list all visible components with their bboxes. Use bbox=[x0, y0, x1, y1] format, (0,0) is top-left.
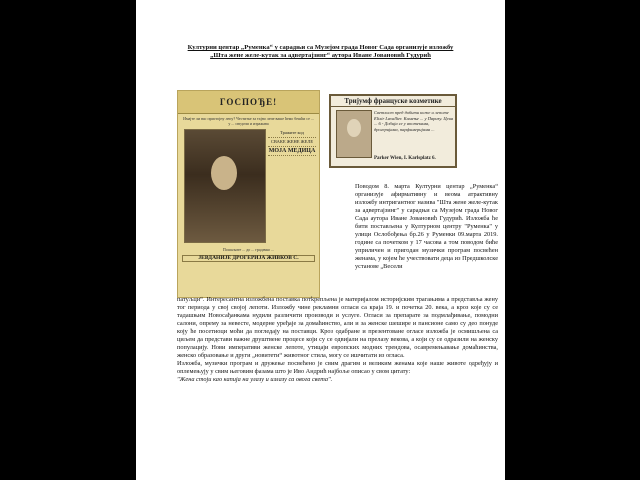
vintage-advertisement-right bbox=[329, 94, 457, 168]
ad-left-subtitle: Имајте ли вас пристојну лепу? Честитке за тајно лепе ваше ћемо бешћи се ... у ... сведочи и изражава bbox=[183, 116, 314, 126]
ad-right-footer: Parker Wien, I. Karlsplatz 6. bbox=[374, 156, 436, 161]
body-paragraph: патуљци“. Интересантна изложбена поставка потkрепљена је материјалом историјским трагањима а представља жену тог периода у свој својој лепоти. Изложбу чине рекламни огласи са краја 19. и почетка 20. века, а кроз које су се тадашњим Новосађанкама нудили различити производи и услуге. Огласи за препарате за подмлађивање, помодни салони, опрему за невесте, модерне уређаје за домаћинство, али и за женске шешире и пансионе само су део понуде коју ће посетиоци моћи да погледају на поставци. Кроз одабране и презентоване огласе изложба је осмишљена са циљем да предстaви важне друштвене процесе који су се одвијали на прелазу векова, а који су се одразили на женску популацију. Нови императиви женске лепоте, утицаји европских модних трендова, осавремењавање домаћинства, женско образовање и други „новитети“ животног стила, могу се ишчитати из огласа. bbox=[177, 296, 498, 359]
ad-left-footer-name: ЈЕВДАНИЈЕ ДРОГЕРИЈА ЖИВКОВ С. bbox=[182, 255, 315, 262]
ad-left-column bbox=[268, 129, 316, 156]
ad-right-body: Светлост пред добити коже и лепоте Elixir Lavallier. Камење ... у Паризу. Цена ... 6 - Добија се у апотекама, дрогеријама, парфимеријама ... bbox=[374, 110, 454, 132]
portrait-face bbox=[211, 156, 237, 190]
woman-portrait-image bbox=[184, 129, 266, 243]
ad-left-column-item: Тражите код bbox=[268, 129, 316, 138]
document-page bbox=[136, 0, 505, 480]
ad-right-portrait-image bbox=[336, 110, 372, 158]
side-paragraph bbox=[355, 183, 498, 271]
headline-line-2: „Шта жене желе-кутак за адвертајзинг“ аутора Иване Јовановић Гудурић bbox=[210, 52, 431, 59]
ad-right-portrait-face bbox=[347, 119, 361, 137]
ad-left-title: ГОСПОЂЕ! bbox=[178, 91, 319, 114]
side-paragraph-text: Поводом 8. марта Културни центар „Руменка“ организује афирмативну и веома атрактивну изложбу интригантног назива "Шта жене желе-кутак за адвертајзинг" у сарадњи са Музејом града Новог Сада аутора Иване Јовановић Гудурић. Изложба ће бити постављена у Културном центру "Руменка" у улици Ослобођења бр.26 у Руменки 09.марта 2019. године са почетком у 17 часова а том поводом биће уприличен и пригодан музички програм посвећен женама, у којем ће учествовати деца из Предшколске установе „Весели bbox=[355, 183, 498, 270]
body-text bbox=[177, 296, 498, 384]
ad-left-column-big: МОЈА МЕДИЦА bbox=[268, 148, 316, 154]
headline-line-1: Културни центар „Руменка“ у сарадњи са Музејом града Новог Сада организује изложбу bbox=[187, 44, 454, 51]
document-headline bbox=[150, 44, 491, 60]
ad-right-title: Тријумф француске козметике bbox=[331, 96, 455, 107]
ad-left-column-item: СВАКЕ ЖЕНЕ ЖЕЛЕ bbox=[268, 138, 316, 147]
closing-paragraph: Изложба, музички програм и дружење посвећено је свим драгим и великим женама које наше животе одређују и оплемењују у свим његовим фазама што је Иво Андрић најбоље описао у свом цитату: bbox=[177, 360, 498, 375]
andric-quote: "Жена стоји као капија на улазу и излазу са овога света". bbox=[177, 376, 333, 383]
vintage-advertisement-left bbox=[177, 90, 320, 298]
ad-left-footer bbox=[182, 247, 315, 262]
ad-left-footer-text: Пошаљите ... до ... градачко ... bbox=[222, 247, 275, 252]
